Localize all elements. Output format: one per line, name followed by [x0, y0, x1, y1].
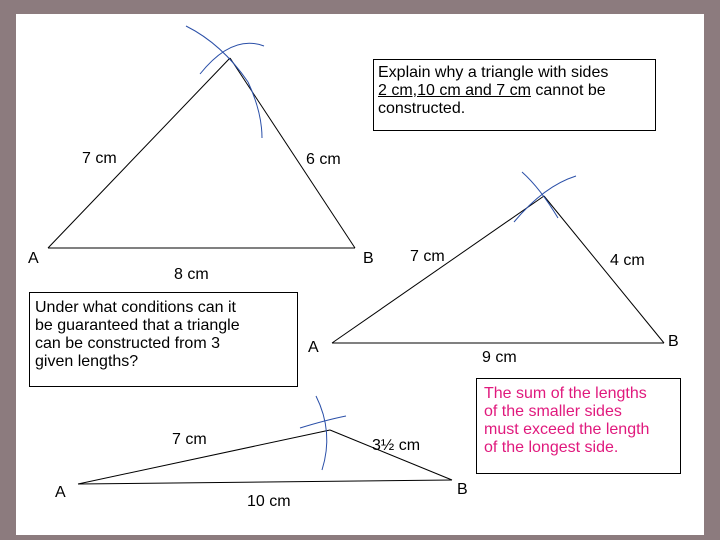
triangle-3-construction-arcs	[300, 396, 346, 470]
answer-line-2: of the smaller sides	[484, 403, 622, 420]
triangle-1-vertex-b: B	[363, 250, 374, 267]
answer-box	[476, 378, 681, 474]
triangle-3-vertex-a: A	[55, 484, 66, 501]
triangle-2-arc-left	[522, 172, 558, 218]
question-1-line-2	[378, 82, 649, 100]
question-1-line-2-rest: cannot be	[530, 82, 606, 99]
triangle-2-base-label: 9 cm	[482, 349, 517, 366]
question-2-line-1: Under what conditions can it	[35, 299, 236, 316]
answer-line-3: must exceed the length	[484, 421, 650, 438]
question-1-box	[373, 59, 656, 131]
question-2-line-3: can be constructed from 3	[35, 335, 220, 352]
triangle-3-base-label: 10 cm	[247, 493, 291, 510]
triangle-1-right-side-label: 6 cm	[306, 151, 341, 168]
answer-line-4: of the longest side.	[484, 439, 619, 456]
triangle-3-vertex-b: B	[457, 481, 468, 498]
triangle-3-right-side-label: 3½ cm	[372, 437, 421, 454]
triangle-1-left-side-label: 7 cm	[82, 150, 117, 167]
triangle-2-vertex-a: A	[308, 339, 319, 356]
triangle-2	[332, 196, 664, 343]
triangle-1-arc-right	[200, 43, 264, 74]
triangle-1-arc-tail	[248, 82, 262, 138]
triangle-2-vertex-b: B	[668, 333, 679, 350]
triangle-2-left-side	[332, 196, 544, 343]
triangle-1-vertex-a: A	[28, 250, 39, 267]
question-1-line-3: constructed.	[378, 100, 466, 117]
triangle-1-base-label: 8 cm	[174, 266, 209, 283]
answer-line-1: The sum of the lengths	[484, 385, 647, 402]
question-1-line-1: Explain why a triangle with sides	[378, 64, 609, 81]
triangle-3-base	[78, 480, 452, 484]
question-2-line-2: be guaranteed that a triangle	[35, 317, 240, 334]
triangle-1-construction-arcs	[186, 26, 264, 138]
triangle-1-arc-left	[186, 26, 248, 82]
triangle-3-left-side-label: 7 cm	[172, 431, 207, 448]
question-2-line-4: given lengths?	[35, 353, 139, 370]
triangle-2-right-side-label: 4 cm	[610, 252, 645, 269]
triangle-3-arc-cross	[300, 416, 346, 428]
question-1-sides-underlined: 2 cm,10 cm and 7 cm	[378, 82, 531, 99]
triangle-2-right-side	[544, 196, 664, 343]
question-2-box	[29, 292, 298, 387]
triangle-2-left-side-label: 7 cm	[410, 248, 445, 265]
triangle-1-left-side	[48, 58, 230, 248]
